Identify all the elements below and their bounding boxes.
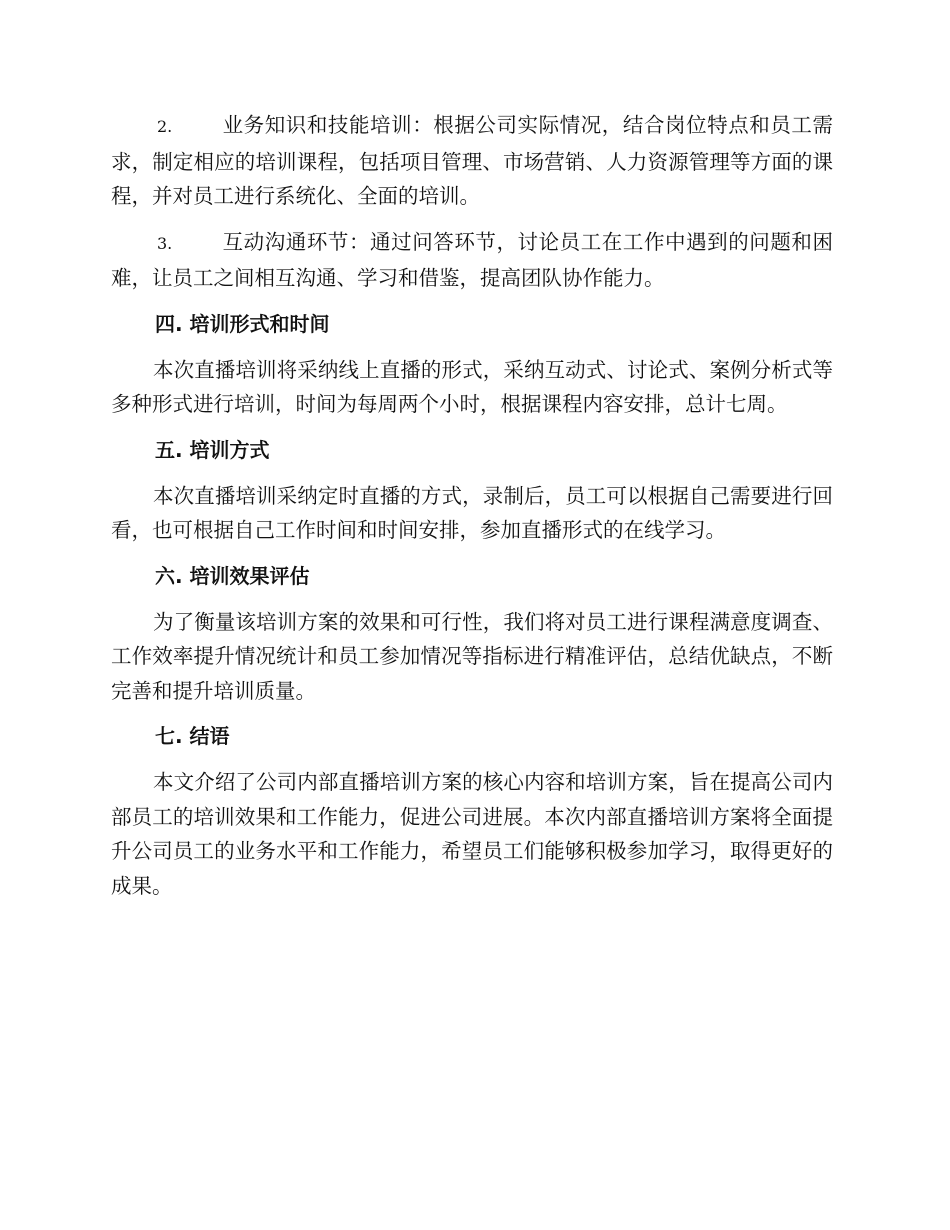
list-item-text: 互动沟通环节：通过问答环节，讨论员工在工作中遇到的问题和困难，让员工之间相互沟通、学习和借鉴，提高团队协作能力。 bbox=[111, 229, 833, 290]
list-number: 3. bbox=[157, 233, 173, 253]
section-heading-format-and-time: 四. 培训形式和时间 bbox=[155, 311, 330, 336]
section-heading-evaluation: 六. 培训效果评估 bbox=[155, 563, 310, 588]
paragraph-format-and-time: 本次直播培训将采纳线上直播的形式，采纳互动式、讨论式、案例分析式等多种形式进行培训，时间为每周两个小时，根据课程内容安排，总计七周。 bbox=[111, 357, 833, 416]
paragraph-conclusion: 本文介绍了公司内部直播培训方案的核心内容和培训方案，旨在提高公司内部员工的培训效果和工作能力，促进公司进展。本次内部直播培训方案将全面提升公司员工的业务水平和工作能力，希望员工们能够积极参加学习，取得更好的成果。 bbox=[111, 770, 833, 898]
section-heading-method: 五. 培训方式 bbox=[155, 437, 270, 462]
paragraph-evaluation: 为了衡量该培训方案的效果和可行性，我们将对员工进行课程满意度调查、工作效率提升情况统计和员工参加情况等指标进行精准评估，总结优缺点，不断完善和提升培训质量。 bbox=[111, 609, 833, 703]
list-item-text: 业务知识和技能培训：根据公司实际情况，结合岗位特点和员工需求，制定相应的培训课程，包括项目管理、市场营销、人力资源管理等方面的课程，并对员工进行系统化、全面的培训。 bbox=[111, 113, 833, 208]
list-item-business-training bbox=[111, 108, 833, 214]
paragraph-method: 本次直播培训采纳定时直播的方式，录制后，员工可以根据自己需要进行回看，也可根据自己工作时间和时间安排，参加直播形式的在线学习。 bbox=[111, 483, 833, 542]
document-page bbox=[111, 108, 833, 914]
section-heading-conclusion: 七. 结语 bbox=[155, 724, 230, 748]
list-item-interactive-session bbox=[111, 225, 833, 296]
list-number: 2. bbox=[157, 117, 173, 136]
